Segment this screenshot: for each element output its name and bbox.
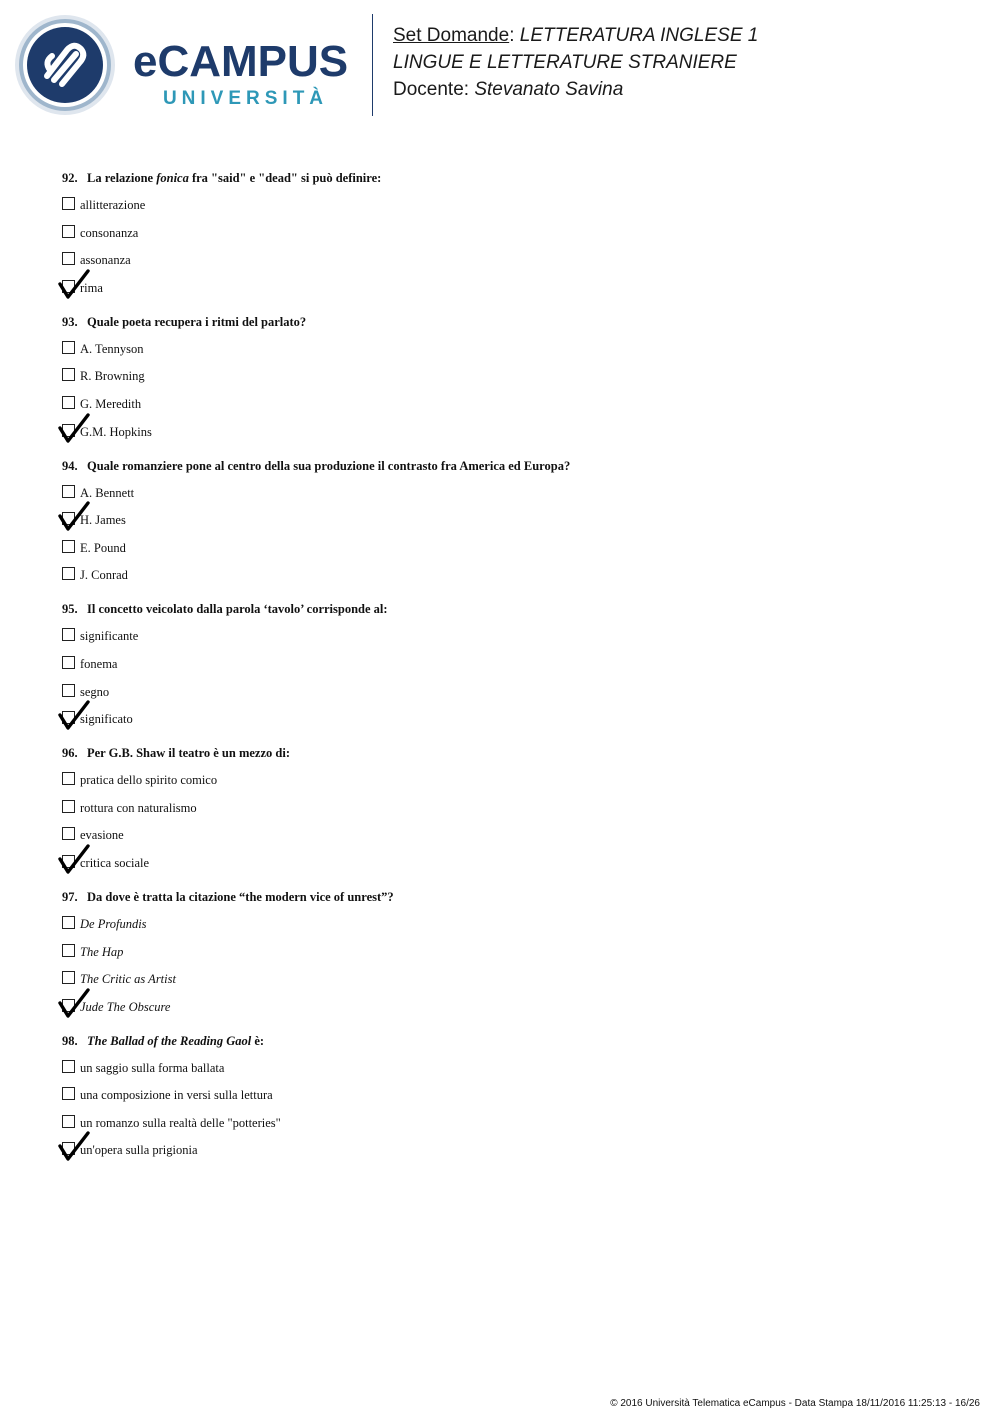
answer-label: segno (80, 684, 110, 699)
question (62, 743, 962, 873)
answer-option[interactable] (62, 278, 962, 298)
answer-option[interactable] (62, 483, 962, 503)
answer-option[interactable] (62, 942, 962, 962)
answer-option[interactable] (62, 1058, 962, 1078)
question-title (62, 168, 962, 188)
answer-label: A. Bennett (80, 485, 135, 500)
answer-label: G.M. Hopkins (80, 424, 152, 439)
answer-checkbox[interactable] (62, 684, 75, 697)
ecampus-wordmark (133, 37, 358, 110)
ecampus-seal-logo (14, 14, 116, 116)
question (62, 1031, 962, 1161)
answer-option[interactable] (62, 969, 962, 989)
answer-option[interactable] (62, 366, 962, 386)
header-divider (372, 14, 373, 116)
question-title (62, 743, 962, 763)
question-text: La relazione (87, 171, 157, 185)
question-number: 92. (62, 171, 78, 185)
question-text: Il concetto veicolato dalla parola ‘tavolo’ corrisponde al: (87, 602, 388, 617)
answer-label: assonanza (80, 253, 131, 268)
answer-checkbox[interactable] (62, 485, 75, 498)
answer-label: significante (80, 629, 139, 644)
answer-checkbox[interactable] (62, 225, 75, 238)
answer-option[interactable] (62, 394, 962, 414)
answer-label: J. Conrad (80, 568, 128, 583)
answer-checkbox[interactable] (62, 197, 75, 210)
answer-checkbox[interactable] (62, 916, 75, 929)
answer-option[interactable] (62, 914, 962, 934)
question-title (62, 1031, 962, 1051)
set-label: Set Domande (393, 25, 510, 46)
answer-option[interactable] (62, 1085, 962, 1105)
answer-label: R. Browning (80, 369, 145, 384)
brand-name: eCAMPUS (133, 37, 349, 86)
question-text-end: è: (251, 1033, 265, 1048)
answer-checkbox[interactable] (62, 1115, 75, 1128)
question-list (62, 168, 962, 1174)
answer-option[interactable] (62, 1113, 962, 1133)
answer-checkbox[interactable] (62, 396, 75, 409)
answer-label: rottura con naturalismo (80, 800, 197, 815)
answer-label: rima (80, 280, 103, 295)
page-footer: © 2016 Università Telematica eCampus - Data Stampa 18/11/2016 11:25:13 - 16/26 (610, 1398, 980, 1409)
answer-option[interactable] (62, 997, 962, 1017)
set-value: LETTERATURA INGLESE 1 (519, 25, 759, 46)
answer-checkbox[interactable] (62, 944, 75, 957)
answer-option[interactable] (62, 770, 962, 790)
answer-label: significato (80, 712, 133, 727)
answer-label: H. James (80, 513, 126, 528)
answer-checkbox[interactable] (62, 827, 75, 840)
answer-checkbox[interactable] (62, 772, 75, 785)
brand-subtitle: UNIVERSITÀ (162, 88, 329, 109)
answer-option[interactable] (62, 538, 962, 558)
answer-label: De Profundis (80, 916, 147, 931)
answer-checkbox[interactable] (62, 252, 75, 265)
answer-label: The Critic as Artist (80, 972, 176, 987)
answer-option[interactable] (62, 682, 962, 702)
answer-checkbox[interactable] (62, 540, 75, 553)
answer-label: pratica dello spirito comico (80, 773, 218, 788)
answer-option[interactable] (62, 798, 962, 818)
answer-option[interactable] (62, 195, 962, 215)
question-text-end: fra "said" e "dead" si può definire: (188, 171, 382, 185)
question-text: Da dove è tratta la citazione “the modern vice of unrest”? (87, 889, 394, 904)
teacher-label: Docente: (393, 79, 470, 100)
question (62, 312, 962, 442)
answer-label: Jude The Obscure (80, 999, 171, 1014)
answer-checkbox[interactable] (62, 800, 75, 813)
question-number: 97. (62, 889, 78, 904)
answer-label: evasione (80, 828, 124, 843)
page-header (0, 0, 1000, 130)
answer-checkbox[interactable] (62, 656, 75, 669)
answer-option[interactable] (62, 422, 962, 442)
question-number: 94. (62, 458, 78, 473)
answer-label: critica sociale (80, 855, 150, 870)
answer-label: una composizione in versi sulla lettura (80, 1088, 273, 1103)
question (62, 168, 962, 298)
answer-checkbox[interactable] (62, 628, 75, 641)
course-info (393, 22, 758, 103)
question-number: 93. (62, 314, 78, 329)
answer-option[interactable] (62, 654, 962, 674)
question-text-italic: The Ballad of the Reading Gaol (87, 1033, 252, 1048)
course-name: LINGUE E LETTERATURE STRANIERE (393, 52, 737, 73)
question-number: 95. (62, 602, 78, 617)
answer-checkbox[interactable] (62, 341, 75, 354)
answer-option[interactable] (62, 1140, 962, 1160)
answer-label: consonanza (80, 225, 139, 240)
answer-label: G. Meredith (80, 396, 142, 411)
set-line: Set Domande: LETTERATURA INGLESE 1 (393, 25, 759, 46)
answer-label: A. Tennyson (80, 341, 144, 356)
question-title (62, 312, 962, 332)
answer-label: E. Pound (80, 540, 126, 555)
answer-option[interactable] (62, 565, 962, 585)
answer-label: un'opera sulla prigionia (80, 1143, 198, 1158)
question-text: Quale poeta recupera i ritmi del parlato? (87, 314, 307, 329)
answer-option[interactable] (62, 339, 962, 359)
answer-label: fonema (80, 656, 118, 671)
answer-label: The Hap (80, 944, 124, 959)
question-number: 96. (62, 746, 78, 761)
course-line (393, 49, 758, 76)
answer-checkbox[interactable] (62, 971, 75, 984)
question-text: Per G.B. Shaw il teatro è un mezzo di: (87, 746, 290, 761)
question (62, 599, 962, 729)
answer-checkbox[interactable] (62, 1087, 75, 1100)
answer-option[interactable] (62, 825, 962, 845)
answer-option[interactable] (62, 250, 962, 270)
answer-checkbox[interactable] (62, 567, 75, 580)
answer-option[interactable] (62, 709, 962, 729)
question (62, 887, 962, 1017)
question-title (62, 456, 962, 476)
answer-option[interactable] (62, 223, 962, 243)
answer-option[interactable] (62, 626, 962, 646)
teacher-line (393, 76, 758, 103)
question-text: Quale romanziere pone al centro della sua produzione il contrasto fra America ed Europa? (87, 458, 571, 473)
question-title (62, 887, 962, 907)
answer-label: un romanzo sulla realtà delle "potteries" (80, 1115, 281, 1130)
question-number: 98. (62, 1033, 78, 1048)
teacher-name: Stevanato Savina (474, 79, 624, 100)
answer-option[interactable] (62, 853, 962, 873)
question-text-italic: fonica (156, 171, 189, 185)
answer-label: un saggio sulla forma ballata (80, 1060, 225, 1075)
answer-option[interactable] (62, 510, 962, 530)
answer-label: allitterazione (80, 198, 146, 212)
question (62, 456, 962, 586)
answer-checkbox[interactable] (62, 1060, 75, 1073)
answer-checkbox[interactable] (62, 368, 75, 381)
question-title (62, 599, 962, 619)
